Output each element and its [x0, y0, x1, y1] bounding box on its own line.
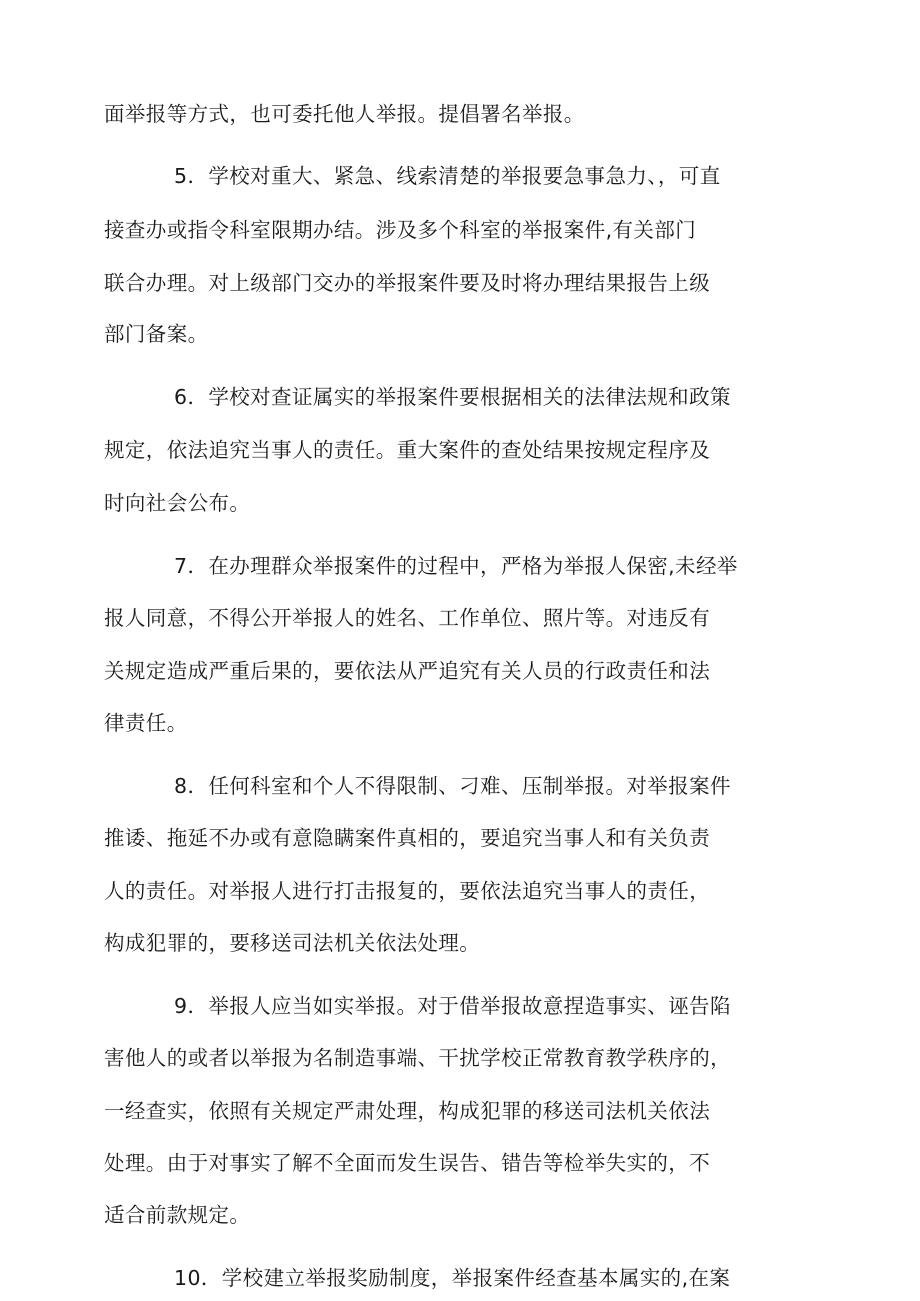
- text-line: 构成犯罪的，要移送司法机关依法处理。: [104, 931, 481, 955]
- text-line: 5．学校对重大、紧急、线索清楚的举报要急事急力、，可直: [174, 164, 721, 188]
- text-line: 7．在办理群众举报案件的过程中，严格为举报人保密,未经举: [174, 554, 738, 578]
- text-line: 关规定造成严重后果的，要依法从严追究有关人员的行政责任和法: [104, 659, 711, 683]
- text-line: 部门备案。: [104, 322, 209, 346]
- text-line: 处理。由于对事实了解不全面而发生误告、错告等检举失实的，不: [104, 1151, 711, 1175]
- text-line: 人的责任。对举报人进行打击报复的，要依法追究当事人的责任，: [104, 879, 711, 903]
- text-line: 律责任。: [104, 711, 188, 735]
- text-line: 联合办理。对上级部门交办的举报案件要及时将办理结果报告上级: [104, 271, 711, 295]
- text-line: 一经查实，依照有关规定严肃处理，构成犯罪的移送司法机关依法: [104, 1099, 711, 1123]
- text-line: 接查办或指令科室限期办结。涉及多个科室的举报案件,有关部门: [104, 218, 697, 242]
- text-line: 6．学校对查证属实的举报案件要根据相关的法律法规和政策: [174, 385, 731, 409]
- text-line: 推诿、拖延不办或有意隐瞒案件真相的，要追究当事人和有关负责: [104, 826, 711, 850]
- text-line: 害他人的或者以举报为名制造事端、干扰学校正常教育教学秩序的，: [104, 1046, 731, 1070]
- text-line: 规定，依法追究当事人的责任。重大案件的查处结果按规定程序及: [104, 438, 711, 462]
- text-line: 10．学校建立举报奖励制度，举报案件经查基本属实的,在案: [174, 1266, 731, 1290]
- text-line: 9．举报人应当如实举报。对于借举报故意捏造事实、诬告陷: [174, 994, 731, 1018]
- text-line: 时向社会公布。: [104, 491, 251, 515]
- text-line: 报人同意，不得公开举报人的姓名、工作单位、照片等。对违反有: [104, 606, 711, 630]
- text-line: 适合前款规定。: [104, 1203, 251, 1227]
- text-line: 面举报等方式，也可委托他人举报。提倡署名举报。: [104, 102, 585, 126]
- text-line: 8．任何科室和个人不得限制、刁难、压制举报。对举报案件: [174, 774, 731, 798]
